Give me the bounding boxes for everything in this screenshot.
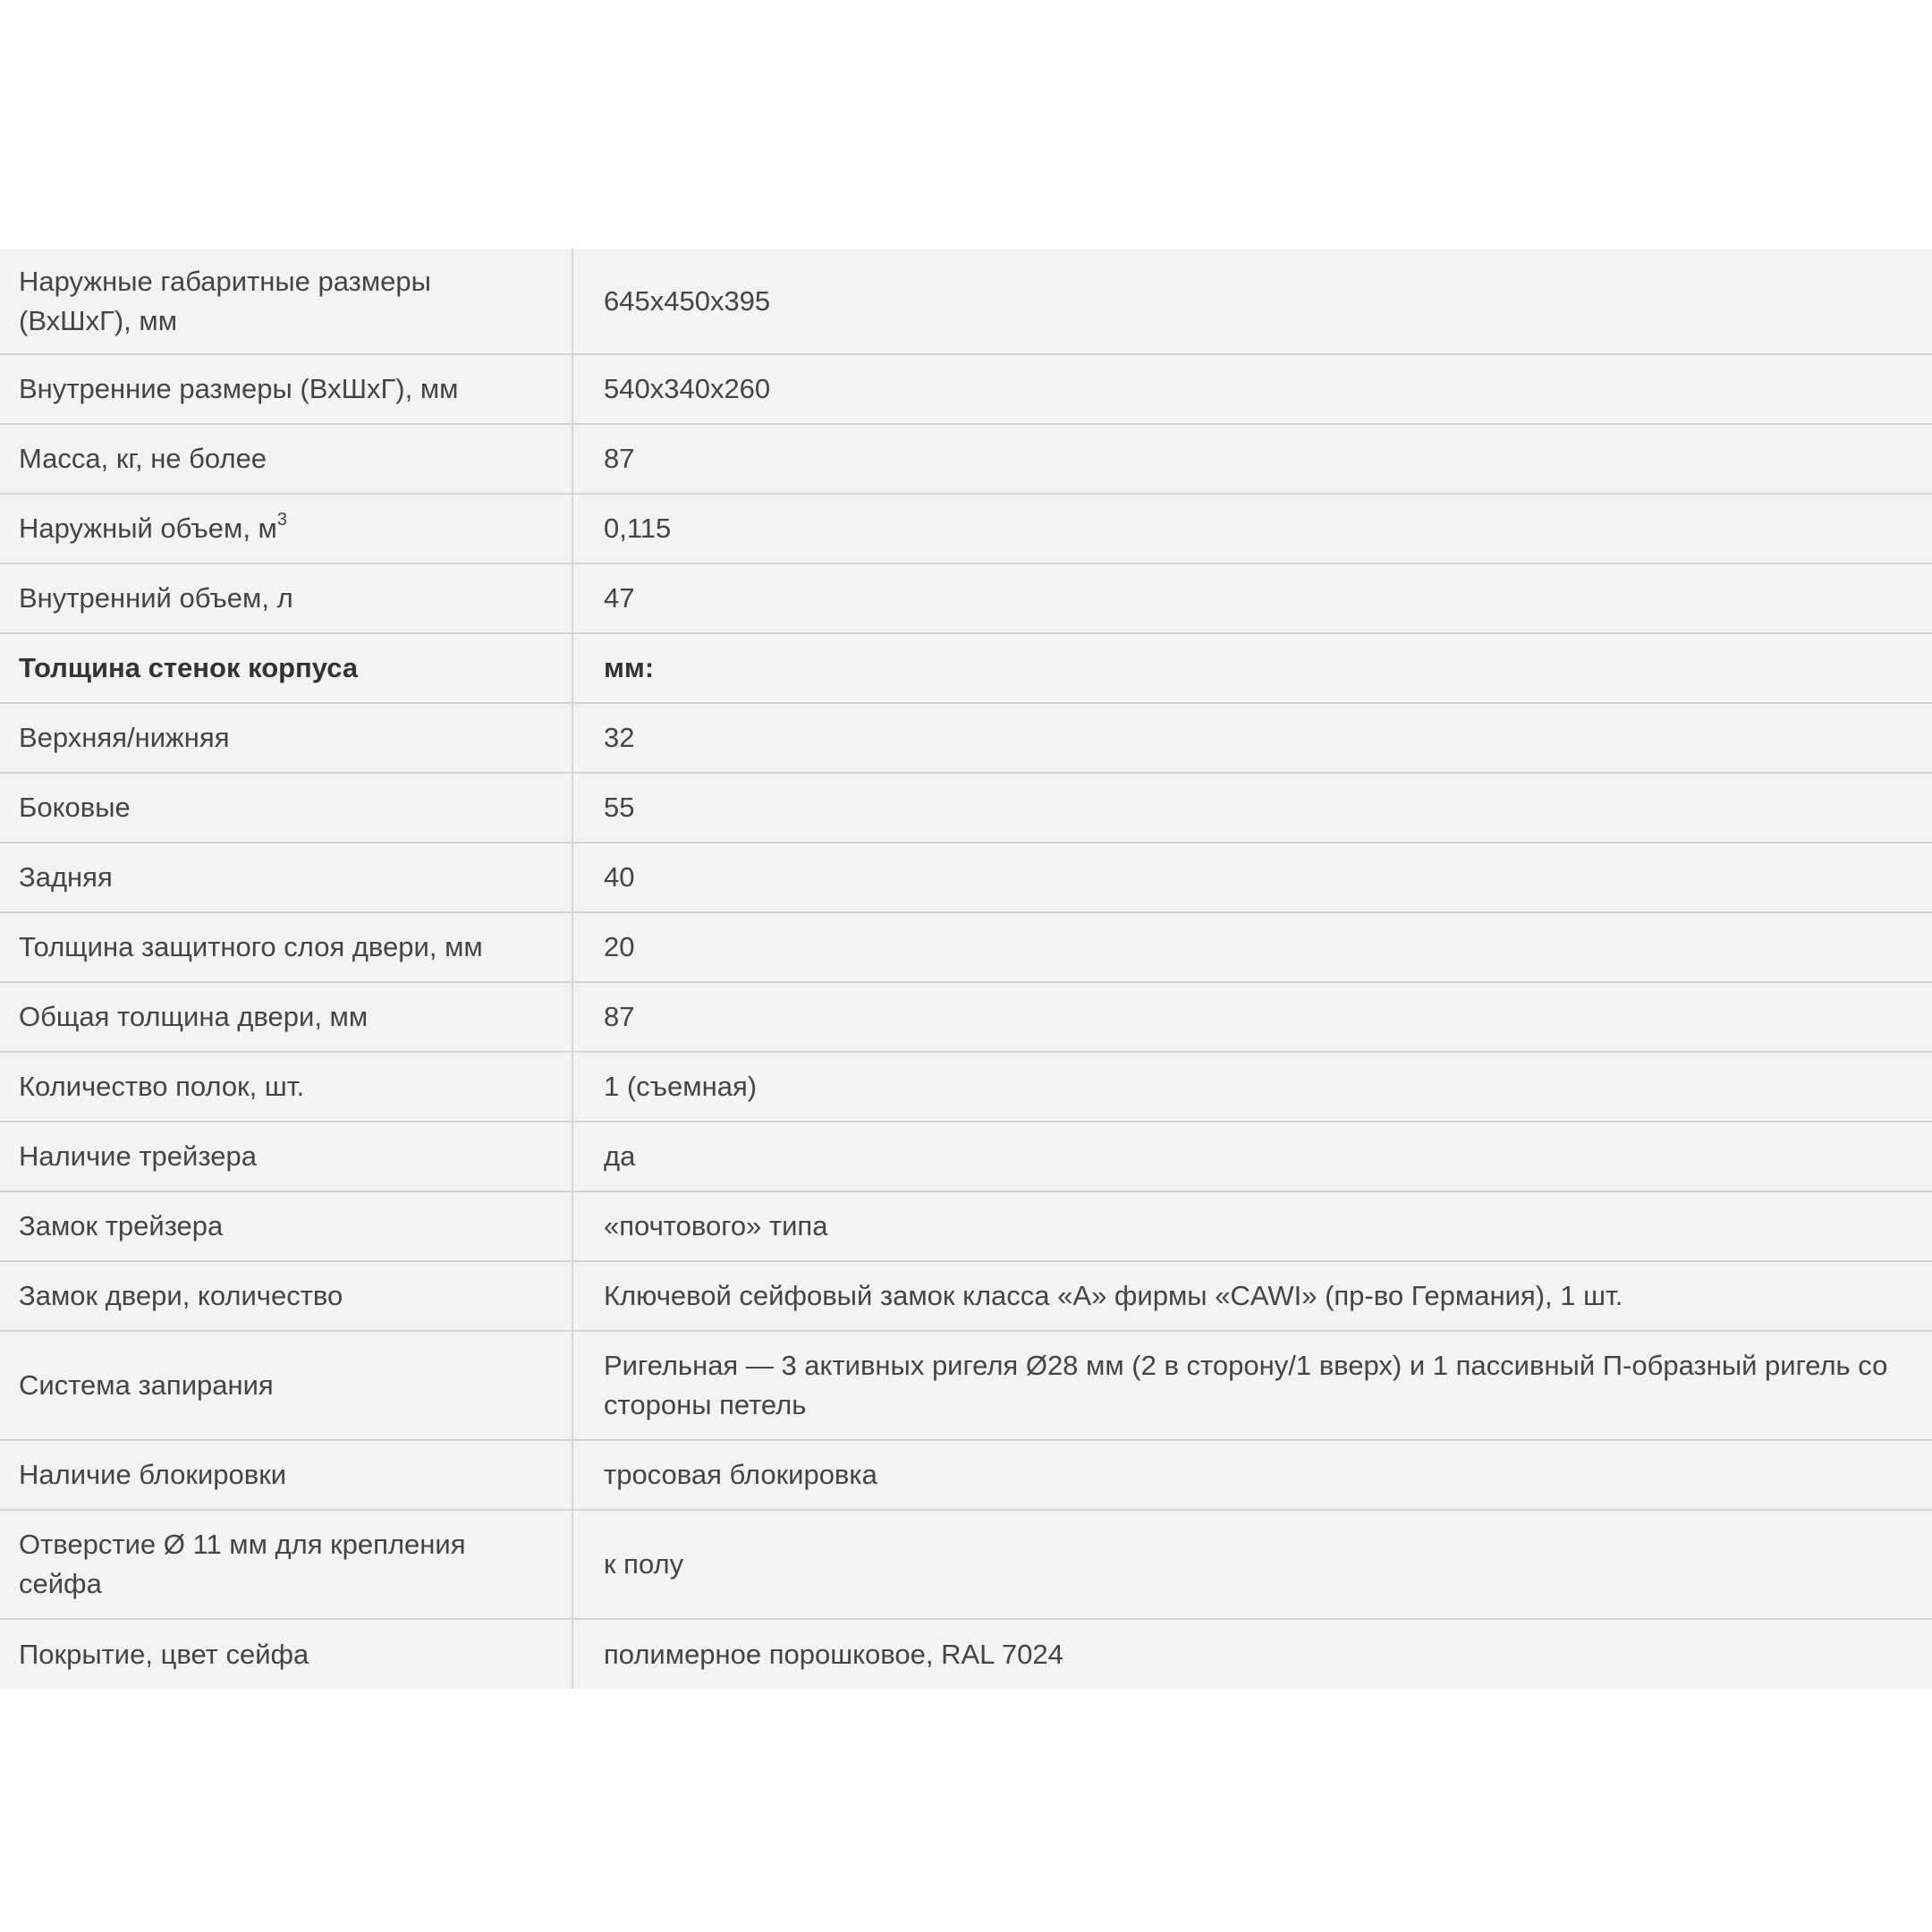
table-row — [0, 1510, 1932, 1619]
spec-label: Боковые — [0, 773, 572, 843]
spec-label — [0, 494, 572, 564]
spec-value: да — [572, 1122, 1932, 1191]
spec-label: Внутренние размеры (ВхШхГ), мм — [0, 354, 572, 424]
section-label: Толщина стенок корпуса — [0, 633, 572, 703]
section-header-row — [0, 633, 1932, 703]
spec-value: 540x340x260 — [572, 354, 1932, 424]
table-row — [0, 982, 1932, 1052]
spec-label: Замок трейзера — [0, 1191, 572, 1261]
superscript: 3 — [276, 510, 287, 530]
table-row — [0, 912, 1932, 982]
spec-label: Система запирания — [0, 1331, 572, 1440]
spec-label: Количество полок, шт. — [0, 1052, 572, 1122]
table-row — [0, 1052, 1932, 1122]
spec-value: 87 — [572, 982, 1932, 1052]
spec-value: 1 (съемная) — [572, 1052, 1932, 1122]
spec-label: Общая толщина двери, мм — [0, 982, 572, 1052]
spec-value: 40 — [572, 843, 1932, 912]
spec-value: 87 — [572, 424, 1932, 494]
spec-label: Толщина защитного слоя двери, мм — [0, 912, 572, 982]
spec-value: полимерное порошковое, RAL 7024 — [572, 1619, 1932, 1689]
spec-label: Наличие блокировки — [0, 1440, 572, 1510]
spec-label: Внутренний объем, л — [0, 564, 572, 633]
spec-label: Наличие трейзера — [0, 1122, 572, 1191]
table-row — [0, 1440, 1932, 1510]
spec-value: «почтового» типа — [572, 1191, 1932, 1261]
spec-value: Ригельная — 3 активных ригеля Ø28 мм (2 в сторону/1 вверх) и 1 пассивный П-образный ригель со стороны петель — [572, 1331, 1932, 1440]
spec-value: Ключевой сейфовый замок класса «А» фирмы «CAWI» (пр-во Германия), 1 шт. — [572, 1261, 1932, 1331]
spec-value: тросовая блокировка — [572, 1440, 1932, 1510]
table-row — [0, 1619, 1932, 1689]
spec-label: Отверстие Ø 11 мм для крепления сейфа — [0, 1510, 572, 1619]
table-row — [0, 703, 1932, 773]
section-value: мм: — [572, 633, 1932, 703]
table-row — [0, 843, 1932, 912]
table-row — [0, 1331, 1932, 1440]
table-row — [0, 424, 1932, 494]
table-row — [0, 773, 1932, 843]
spec-value: 0,115 — [572, 494, 1932, 564]
spec-value: 20 — [572, 912, 1932, 982]
table-row — [0, 249, 1932, 354]
table-row — [0, 1191, 1932, 1261]
table-row — [0, 564, 1932, 633]
spec-value: 32 — [572, 703, 1932, 773]
spec-label: Покрытие, цвет сейфа — [0, 1619, 572, 1689]
table-row — [0, 1261, 1932, 1331]
spec-value: к полу — [572, 1510, 1932, 1619]
spec-label: Верхняя/нижняя — [0, 703, 572, 773]
spec-table — [0, 249, 1932, 1689]
table-row — [0, 1122, 1932, 1191]
table-row — [0, 354, 1932, 424]
table-row — [0, 494, 1932, 564]
spec-value: 645x450x395 — [572, 249, 1932, 354]
spec-label: Задняя — [0, 843, 572, 912]
spec-label-text: Наружный объем, м — [19, 513, 277, 544]
spec-label: Замок двери, количество — [0, 1261, 572, 1331]
spec-label: Наружные габаритные размеры (ВхШхГ), мм — [0, 249, 572, 354]
spec-value: 47 — [572, 564, 1932, 633]
spec-label: Масса, кг, не более — [0, 424, 572, 494]
spec-value: 55 — [572, 773, 1932, 843]
